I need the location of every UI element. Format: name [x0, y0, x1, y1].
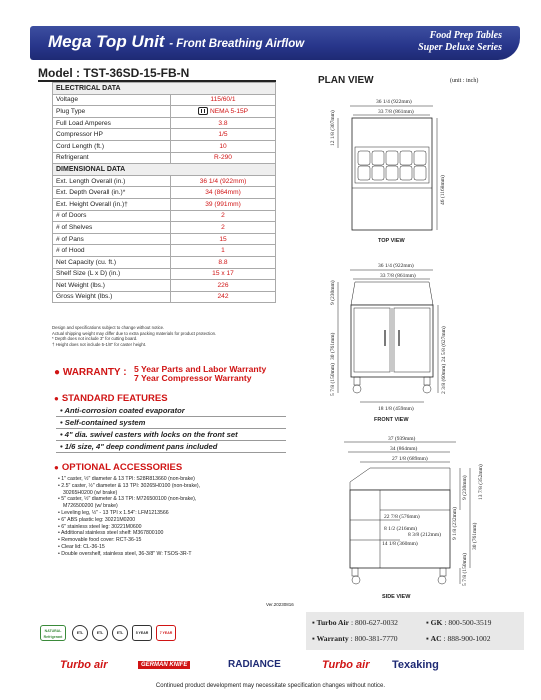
top-view-caption: TOP VIEW [378, 238, 405, 244]
dim-label: 30 (761mm) [472, 522, 478, 550]
series-label [418, 30, 502, 54]
warranty-label: ● WARRANTY : [54, 367, 127, 378]
radiance-logo: RADIANCE [228, 659, 281, 670]
plan-view-heading: PLAN VIEW [318, 75, 374, 86]
features-heading: ● STANDARD FEATURES [54, 393, 168, 404]
list-item: • Removable food cover: RCT-36-15 [58, 537, 142, 544]
table-row: Ext. Length Overall (in.) 36 1/4 (922mm) [53, 175, 276, 187]
list-item: • Double overshelf, stainless steel, 36-3/8" W: TSOS-3R-T [58, 550, 192, 557]
technical-drawings [300, 90, 525, 605]
table-row: Ext. Depth Overall (in.)* 34 (864mm) [53, 187, 276, 199]
fine-print: Design and specifications subject to change without notice. Actual shipping weight may differ due to extra packing materials for product protection. * Depth does not include 3" for cutting board. † Height does not include 5-1/8" for caster height. [52, 325, 217, 347]
dim-label: 8 3/8 (212mm) [408, 532, 441, 538]
dim-label: 36 1/4 (922mm) [376, 99, 412, 105]
dim-label: 33 7/8 (861mm) [380, 273, 416, 279]
top-view-drawing [338, 106, 437, 230]
accessories-heading: ● OPTIONAL ACCESSORIES [54, 462, 183, 473]
front-view-caption: FRONT VIEW [374, 417, 409, 423]
dim-label: 14 1/8 (360mm) [382, 541, 418, 547]
list-item: • Anti-corrosion coated evaporator [56, 405, 286, 417]
contact-row: ▪ Turbo Air : 800-627-0032 [312, 618, 398, 627]
german-knife-logo: GERMAN KNIFE [138, 661, 190, 669]
list-item: • 6" ABS plastic leg: 30221M0200 [58, 516, 136, 523]
unit-label: (unit : inch) [450, 78, 479, 84]
dim-label: 30 (761mm) [330, 332, 336, 360]
list-item: • 5" caster, ½" diameter & 13 TPI: M726500100 (non-brake), [58, 496, 197, 503]
dim-label: 18 1/8 (459mm) [378, 406, 414, 412]
list-item: • 2.5" caster, ½" diameter & 13 TPI: 30265H0100 (non-brake), [58, 482, 201, 489]
footer-note: Continued product development may necessitate specification changes without notice. [155, 683, 386, 689]
list-item: • Self-contained system [56, 417, 286, 429]
turbo-air-logo: Turbo air [60, 659, 108, 671]
table-row: Shelf Size (L x D) (in.) 15 x 17 [53, 268, 276, 280]
contact-box [306, 612, 524, 650]
page-title: Mega Top Unit - Front Breathing Airflow [48, 32, 305, 51]
contact-row: ▪ Warranty : 800-381-7770 [312, 634, 398, 643]
header-banner [30, 26, 520, 60]
series-line2: Super Deluxe Series [418, 42, 502, 53]
table-row: Plug Type NEMA 5-15P [53, 106, 276, 118]
list-item: • 4" dia. swivel casters with locks on the front set [56, 429, 286, 441]
table-row: Ext. Height Overall (in.)† 39 (991mm) [53, 198, 276, 210]
dim-label: 9 (230mm) [330, 280, 336, 305]
table-row: # of Pans 15 [53, 233, 276, 245]
table-row: # of Doors 2 [53, 210, 276, 222]
list-item: • Clear lid: CL-36-15 [58, 543, 105, 550]
page-subtitle: - Front Breathing Airflow [169, 38, 305, 50]
table-row: Gross Weight (lbs.) 242 [53, 291, 276, 303]
warranty-line1: 5 Year Parts and Labor Warranty [134, 364, 267, 374]
list-item: • 6" stainless steel leg: 30221M0600 [58, 523, 142, 530]
accessories-list [58, 476, 288, 558]
dim-label: 22 7/8 (576mm) [384, 514, 420, 520]
dim-label: 46 (1168mm) [440, 175, 446, 205]
table-row: Full Load Amperes 3.8 [53, 117, 276, 129]
dim-label: 13 7/8 (352mm) [478, 464, 484, 500]
bullet-icon: ● [54, 463, 59, 472]
dim-label: 33 7/8 (861mm) [378, 109, 414, 115]
texaking-logo: Texaking [392, 659, 439, 671]
list-item: • 1/6 size, 4" deep condiment pans included [56, 441, 286, 453]
table-row: Cord Length (ft.) 10 [53, 140, 276, 152]
dim-label: 34 (864mm) [390, 446, 418, 452]
table-row: Refrigerant R-290 [53, 152, 276, 164]
dim-label: 37 (939mm) [388, 436, 416, 442]
table-row: # of Shelves 2 [53, 222, 276, 234]
etl-logo: ETL [92, 625, 108, 641]
electrical-heading: ELECTRICAL DATA [53, 83, 276, 95]
list-item: • Additional stainless steel shelf: M367800100 [58, 530, 164, 537]
version-label: Ver.20230816 [266, 602, 294, 607]
list-item: • 1" caster, ½" diameter & 13 TPI: S28R813660 (non-brake) [58, 476, 195, 482]
table-row: Voltage 115/60/1 [53, 94, 276, 106]
warranty-line2: 7 Year Compressor Warranty [134, 373, 252, 383]
contact-row: ▪ GK : 800-500-3519 [426, 618, 492, 627]
list-item: M726500200 (w/ brake) [63, 503, 118, 510]
plug-icon [198, 107, 208, 115]
side-view-caption: SIDE VIEW [382, 594, 411, 600]
table-row: Compressor HP 1/5 [53, 129, 276, 141]
dim-label: 12 1/8 (307mm) [330, 110, 336, 146]
features-list [56, 405, 286, 453]
dimensional-heading: DIMENSIONAL DATA [53, 164, 276, 176]
turbo-air-logo: Turbo air [322, 659, 370, 671]
brand-logos [60, 655, 500, 675]
front-view-drawing [338, 270, 438, 402]
dim-label: 9 (230mm) [462, 475, 468, 500]
warranty-5-year-logo: 5 YEAR [132, 625, 152, 641]
model-number: Model : TST-36SD-15-FB-N [38, 66, 190, 80]
dim-label: 36 1/4 (922mm) [378, 263, 414, 269]
warranty-7-year-logo: 7 YEAR [156, 625, 176, 641]
etl-logo: ETL [112, 625, 128, 641]
table-row: # of Hood 1 [53, 245, 276, 257]
dim-label: 8 1/2 (216mm) [384, 526, 417, 532]
list-item: 30265H0200 (w/ brake) [63, 489, 118, 496]
spec-table [52, 82, 276, 303]
dim-label: 27 1/8 (689mm) [392, 456, 428, 462]
table-row: Net Capacity (cu. ft.) 8.8 [53, 256, 276, 268]
bullet-icon: ● [54, 394, 59, 403]
series-line1: Food Prep Tables [429, 30, 502, 41]
etl-logo: ETL [72, 625, 88, 641]
list-item: • Leveling leg, ½" - 13 TPI x 1.54": LFM1213566 [58, 509, 169, 516]
dim-label: 9 1/8 (232mm) [452, 507, 458, 540]
dim-label: 2 3/8 (60mm) [441, 363, 447, 394]
dim-label: 5 7/8 (150mm) [330, 363, 336, 396]
dim-label: 5 7/8 (150mm) [462, 553, 468, 586]
contact-row: ▪ AC : 888-900-1002 [426, 634, 491, 643]
natural-refrigerant-logo: NATURAL Refrigerant [40, 625, 66, 641]
table-row: Net Weight (lbs.) 226 [53, 280, 276, 292]
dim-label: 24 5/8 (627mm) [441, 326, 447, 362]
